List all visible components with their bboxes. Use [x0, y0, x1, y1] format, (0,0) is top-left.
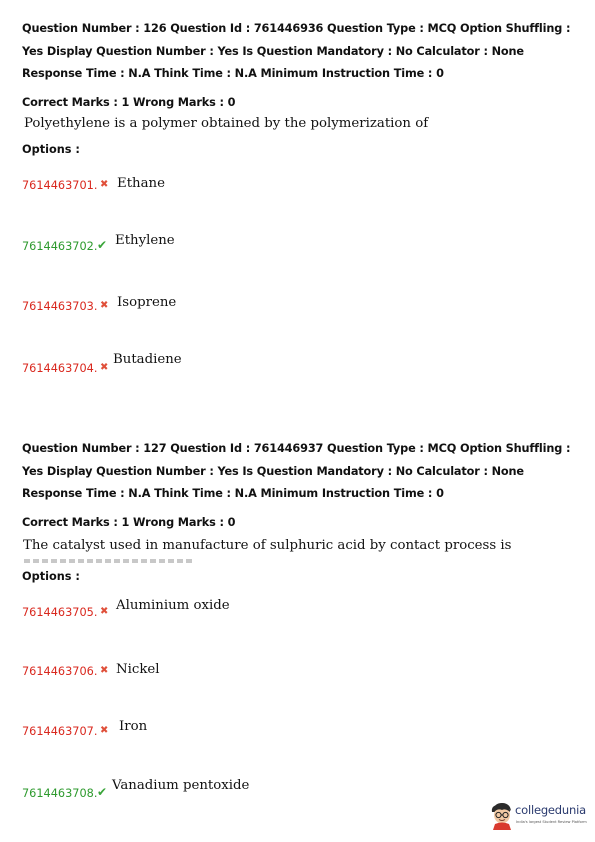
check-mark-icon: ✔	[97, 238, 108, 252]
question-126-options-label: Options :	[22, 143, 80, 156]
check-mark-icon: ✔	[97, 785, 108, 799]
cross-mark-icon: ✖	[100, 362, 109, 373]
question-126-meta: Question Number : 126 Question Id : 761446936 Question Type : MCQ Option Shuffling : Yes Display Question Number : Yes Is Question Mandatory : No Calculator : None Response Time : N.A Think Time : N.A Minimum Instruction Time : 0	[22, 22, 571, 80]
cross-mark-icon: ✖	[100, 300, 109, 311]
option-text: Iron	[119, 719, 148, 734]
cross-mark-icon: ✖	[100, 606, 109, 617]
option-text: Ethane	[117, 176, 165, 191]
option-id: 7614463704.	[22, 362, 98, 375]
option-text: Isoprene	[117, 295, 177, 310]
collegedunia-logo	[489, 800, 593, 834]
question-127-marks: Correct Marks : 1 Wrong Marks : 0	[22, 516, 236, 529]
option-id: 7614463706.	[22, 665, 98, 678]
cross-mark-icon: ✖	[100, 179, 109, 190]
student-avatar-icon	[489, 800, 515, 830]
option-text: Vanadium pentoxide	[112, 778, 250, 793]
option-id: 7614463701.	[22, 179, 98, 192]
option-id: 7614463707.	[22, 725, 98, 738]
option-text: Nickel	[116, 662, 160, 677]
option-text: Butadiene	[113, 352, 182, 367]
option-id: 7614463702.	[22, 240, 98, 253]
question-127-text: The catalyst used in manufacture of sulphuric acid by contact process is	[23, 538, 512, 553]
faded-text-remnant	[24, 559, 194, 563]
logo-tagline: India's largest Student Review Platform	[516, 820, 587, 824]
question-127-meta: Question Number : 127 Question Id : 761446937 Question Type : MCQ Option Shuffling : Yes Display Question Number : Yes Is Question Mandatory : No Calculator : None Response Time : N.A Think Time : N.A Minimum Instruction Time : 0	[22, 442, 571, 500]
option-text: Ethylene	[115, 233, 175, 248]
question-126-text: Polyethylene is a polymer obtained by the polymerization of	[24, 116, 429, 131]
cross-mark-icon: ✖	[100, 665, 109, 676]
cross-mark-icon: ✖	[100, 725, 109, 736]
option-id: 7614463705.	[22, 606, 98, 619]
question-126-marks: Correct Marks : 1 Wrong Marks : 0	[22, 96, 236, 109]
logo-name: collegedunia	[515, 803, 586, 817]
question-127-options-label: Options :	[22, 570, 80, 583]
option-text: Aluminium oxide	[116, 598, 230, 613]
option-id: 7614463703.	[22, 300, 98, 313]
option-id: 7614463708.	[22, 787, 98, 800]
